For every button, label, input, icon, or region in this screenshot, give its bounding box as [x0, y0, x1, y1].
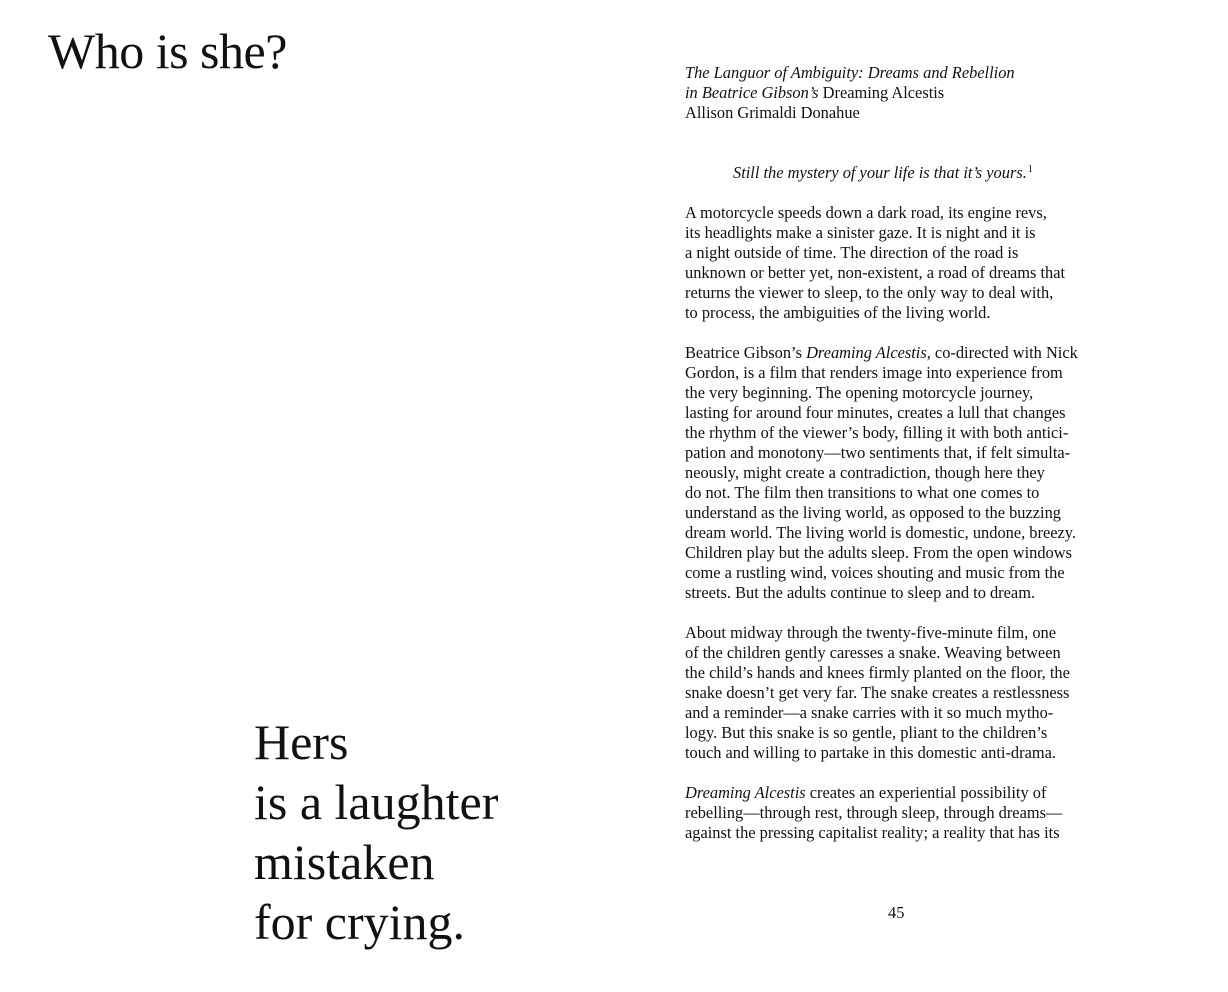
- page-number: 45: [888, 903, 905, 922]
- essay-body: [685, 203, 1115, 843]
- text-line: [685, 343, 1115, 363]
- text-run: creates an experiential possibility of: [805, 783, 1047, 802]
- essay-title-line-1: The Languor of Ambiguity: Dreams and Rebellion: [685, 63, 1015, 82]
- quote-line: for crying.: [254, 894, 466, 950]
- essay-title-block: [685, 63, 1115, 123]
- quote-line: is a laughter: [254, 774, 499, 830]
- film-title-italic: Dreaming Alcestis: [685, 783, 806, 802]
- text-line: streets. But the adults continue to sleep and to dream.: [685, 583, 1036, 602]
- text-line: [685, 783, 1115, 803]
- epigraph: [733, 163, 1115, 183]
- text-line: unknown or better yet, non-existent, a road of dreams that: [685, 263, 1066, 282]
- text-line: neously, might create a contradiction, though here they: [685, 463, 1045, 482]
- text-line: and a reminder—a snake carries with it so much mytho-: [685, 703, 1054, 722]
- text-line: a night outside of time. The direction of the road is: [685, 243, 1019, 262]
- text-run: Beatrice Gibson’s: [685, 343, 807, 362]
- text-run: , co-directed with Nick: [926, 343, 1078, 362]
- text-line: pation and monotony—two sentiments that, if felt simulta-: [685, 443, 1071, 462]
- paragraph-2: [685, 343, 1115, 603]
- quote-line: mistaken: [254, 834, 435, 890]
- text-line: Children play but the adults sleep. From the open windows: [685, 543, 1072, 562]
- text-line: come a rustling wind, voices shouting and music from the: [685, 563, 1065, 582]
- text-line: its headlights make a sinister gaze. It is night and it is: [685, 223, 1036, 242]
- paragraph-3: [685, 623, 1115, 763]
- film-title-italic: Dreaming Alcestis: [806, 343, 927, 362]
- text-line: of the children gently caresses a snake. Weaving between: [685, 643, 1061, 662]
- footnote-marker: 1: [1027, 164, 1033, 175]
- left-page-heading: Who is she?: [48, 23, 287, 79]
- text-line: do not. The film then transitions to what one comes to: [685, 483, 1040, 502]
- left-page-quote: [254, 712, 498, 952]
- quote-line: Hers: [254, 714, 349, 770]
- right-page: [685, 63, 1115, 863]
- text-line: understand as the living world, as opposed to the buzzing: [685, 503, 1062, 522]
- essay-title-line-2: [685, 83, 1115, 103]
- essay-title-film: Dreaming Alcestis: [818, 83, 945, 102]
- text-line: dream world. The living world is domestic, undone, breezy.: [685, 523, 1077, 542]
- text-line: Gordon, is a film that renders image into experience from: [685, 363, 1063, 382]
- text-line: snake doesn’t get very far. The snake creates a restlessness: [685, 683, 1070, 702]
- text-line: A motorcycle speeds down a dark road, its engine revs,: [685, 203, 1047, 222]
- paragraph-4: [685, 783, 1115, 843]
- text-line: the rhythm of the viewer’s body, filling it with both antici-: [685, 423, 1069, 442]
- epigraph-text: Still the mystery of your life is that it’s yours.: [733, 163, 1027, 182]
- text-line: touch and willing to partake in this domestic anti-drama.: [685, 743, 1056, 762]
- text-line: against the pressing capitalist reality; a reality that has its: [685, 823, 1060, 842]
- text-line: to process, the ambiguities of the living world.: [685, 303, 991, 322]
- text-line: the very beginning. The opening motorcycle journey,: [685, 383, 1034, 402]
- text-line: About midway through the twenty-five-minute film, one: [685, 623, 1056, 642]
- text-line: the child’s hands and knees firmly planted on the floor, the: [685, 663, 1070, 682]
- paragraph-1: [685, 203, 1115, 323]
- text-line: rebelling—through rest, through sleep, through dreams—: [685, 803, 1063, 822]
- text-line: returns the viewer to sleep, to the only way to deal with,: [685, 283, 1054, 302]
- text-line: logy. But this snake is so gentle, pliant to the children’s: [685, 723, 1048, 742]
- essay-author: Allison Grimaldi Donahue: [685, 103, 860, 122]
- text-line: lasting for around four minutes, creates a lull that changes: [685, 403, 1066, 422]
- essay-title-line-2-italic: in Beatrice Gibson’s: [685, 83, 819, 102]
